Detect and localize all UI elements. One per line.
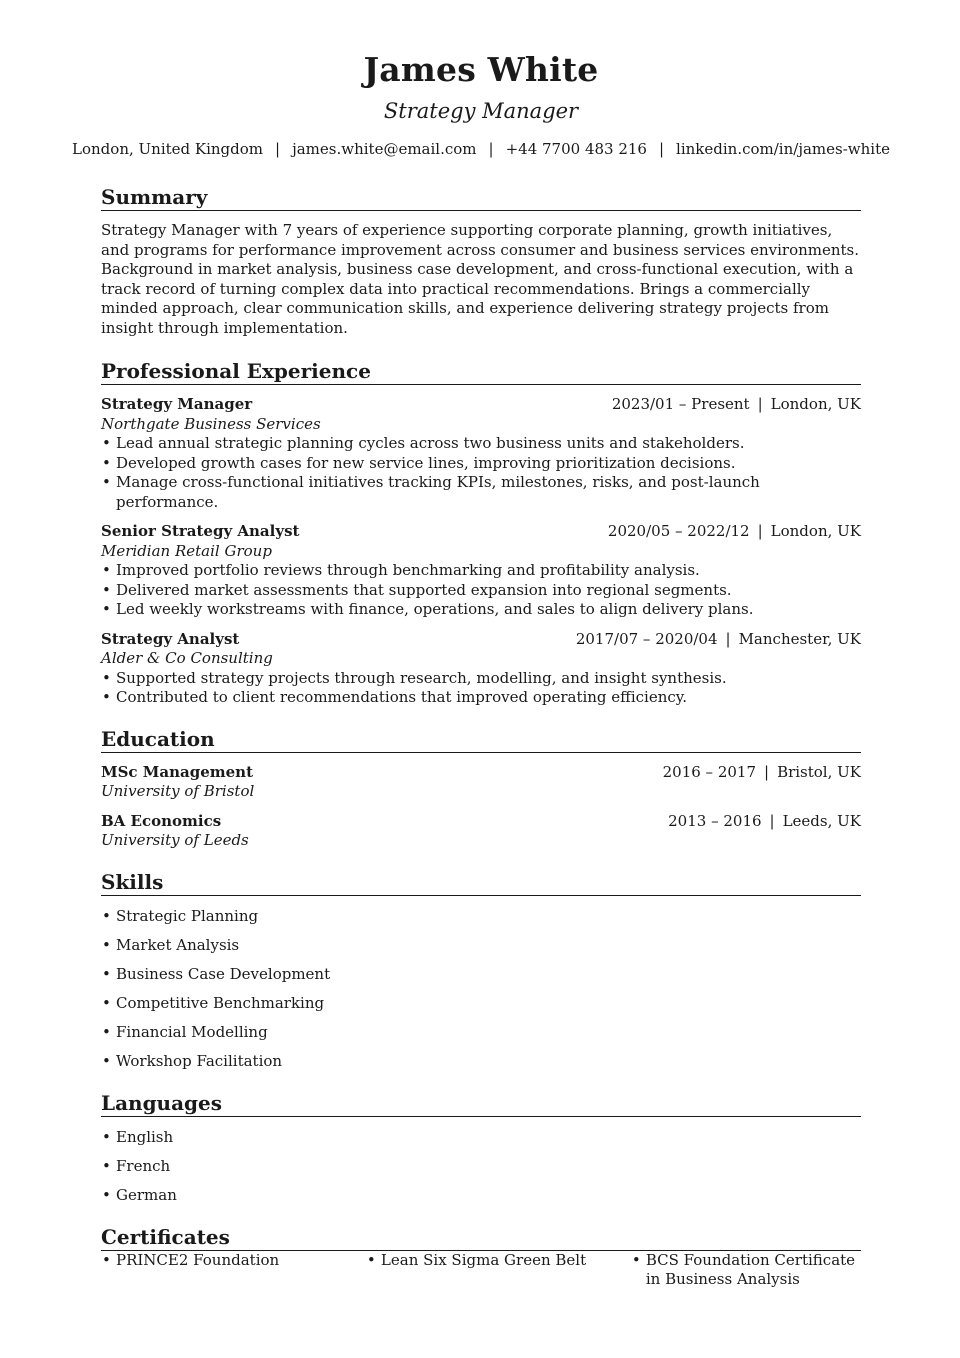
section-title-certificates: Certificates [101,1224,861,1251]
certificates-section [101,1224,861,1290]
contact-linkedin: linkedin.com/in/james-white [676,140,890,158]
contact-location: London, United Kingdom [72,140,264,158]
candidate-headline: Strategy Manager [383,99,579,123]
skill-item: • Strategic Planning [101,902,861,931]
summary-section [101,184,861,338]
certificate-item: • PRINCE2 Foundation [101,1251,352,1290]
contact-phone: +44 7700 483 216 [505,140,647,158]
certificate-item: • Lean Six Sigma Green Belt [366,1251,617,1290]
education-section [101,726,861,851]
language-item: • French [101,1152,861,1181]
section-title-summary: Summary [101,184,861,211]
resume-page [72,48,890,1290]
list-item: • Delivered market assessments that supported expansion into regional segments. [101,581,861,601]
company-name: Meridian Retail Group [101,541,272,560]
education-entry [101,763,861,802]
language-item: • German [101,1181,861,1210]
meta-separator: | [764,762,770,781]
entry-header [101,522,861,542]
experience-entry [101,630,861,708]
contact-separator: | [488,140,494,158]
job-title: Senior Strategy Analyst [101,522,300,540]
entry-header [101,630,861,650]
section-title-experience: Professional Experience [101,358,861,385]
education-dates: 2013 – 2016 [668,811,762,830]
meta-separator: | [757,395,763,413]
entry-meta [612,395,861,415]
list-item: • Developed growth cases for new service lines, improving prioritization decisions. [101,454,861,474]
list-item: • Lead annual strategic planning cycles across two business units and stakeholders. [101,434,861,454]
education-entry [101,812,861,851]
experience-section [101,358,861,708]
school-name: University of Bristol [101,782,255,800]
meta-separator: | [769,811,775,830]
entry-meta [668,812,861,832]
section-title-skills: Skills [101,869,861,896]
skill-item: • Workshop Facilitation [101,1047,861,1076]
job-dates: 2020/05 – 2022/12 [607,522,750,540]
job-location: London, UK [770,522,861,540]
job-bullets [101,561,861,620]
skill-item: • Business Case Development [101,960,861,989]
list-item: • Manage cross-functional initiatives tracking KPIs, milestones, risks, and post-launch performance. [101,473,861,512]
skills-section [101,869,861,1076]
company-name: Northgate Business Services [101,414,321,433]
list-item: • Improved portfolio reviews through benchmarking and profitability analysis. [101,561,861,581]
candidate-name: James White [363,50,599,89]
school-name: University of Leeds [101,831,249,849]
languages-section [101,1090,861,1210]
job-bullets [101,669,861,708]
list-item: • Led weekly workstreams with finance, operations, and sales to align delivery plans. [101,600,861,620]
entry-header [101,395,861,415]
certificate-item: • BCS Foundation Certificate in Business Analysis [631,1251,861,1290]
section-title-education: Education [101,726,861,753]
education-dates: 2016 – 2017 [662,762,756,781]
job-location: London, UK [770,395,861,413]
meta-separator: | [757,522,763,540]
skill-item: • Competitive Benchmarking [101,989,861,1018]
certificates-list [101,1251,861,1290]
education-location: Bristol, UK [777,762,861,781]
job-title: Strategy Analyst [101,629,240,648]
experience-entry [101,395,861,512]
skills-list [101,902,861,1076]
company-name: Alder & Co Consulting [101,649,273,667]
job-location: Manchester, UK [738,629,861,648]
job-dates: 2017/07 – 2020/04 [575,629,718,648]
job-dates: 2023/01 – Present [611,395,750,413]
contact-separator: | [658,140,665,158]
summary-text: Strategy Manager with 7 years of experience supporting corporate planning, growth initiatives, and programs for performance improvement across consumer and business services environments. Background in market analysis, business case development, and cross-functional execution, with a track record of turning complex data into practical recommendations. Brings a commercially minded approach, clear communication skills, and experience delivering strategy projects from insight through implementation. [101,221,860,337]
entry-meta [576,630,861,650]
meta-separator: | [725,629,731,648]
list-item: • Contributed to client recommendations that improved operating efficiency. [101,688,861,708]
resume-header [72,48,890,160]
job-bullets [101,434,861,512]
education-location: Leeds, UK [782,811,861,830]
entry-meta [608,522,861,542]
contact-separator: | [275,140,281,158]
language-item: • English [101,1123,861,1152]
job-title: Strategy Manager [101,395,253,413]
contact-email: james.white@email.com [292,140,477,158]
degree-title: MSc Management [101,762,254,781]
entry-header [101,763,861,783]
entry-header [101,812,861,832]
degree-title: BA Economics [101,811,222,830]
skill-item: • Financial Modelling [101,1018,861,1047]
entry-meta [663,763,861,783]
skill-item: • Market Analysis [101,931,861,960]
section-title-languages: Languages [101,1090,861,1117]
experience-entry [101,522,861,620]
languages-list [101,1123,861,1210]
list-item: • Supported strategy projects through research, modelling, and insight synthesis. [101,669,861,689]
contact-line [72,138,890,160]
